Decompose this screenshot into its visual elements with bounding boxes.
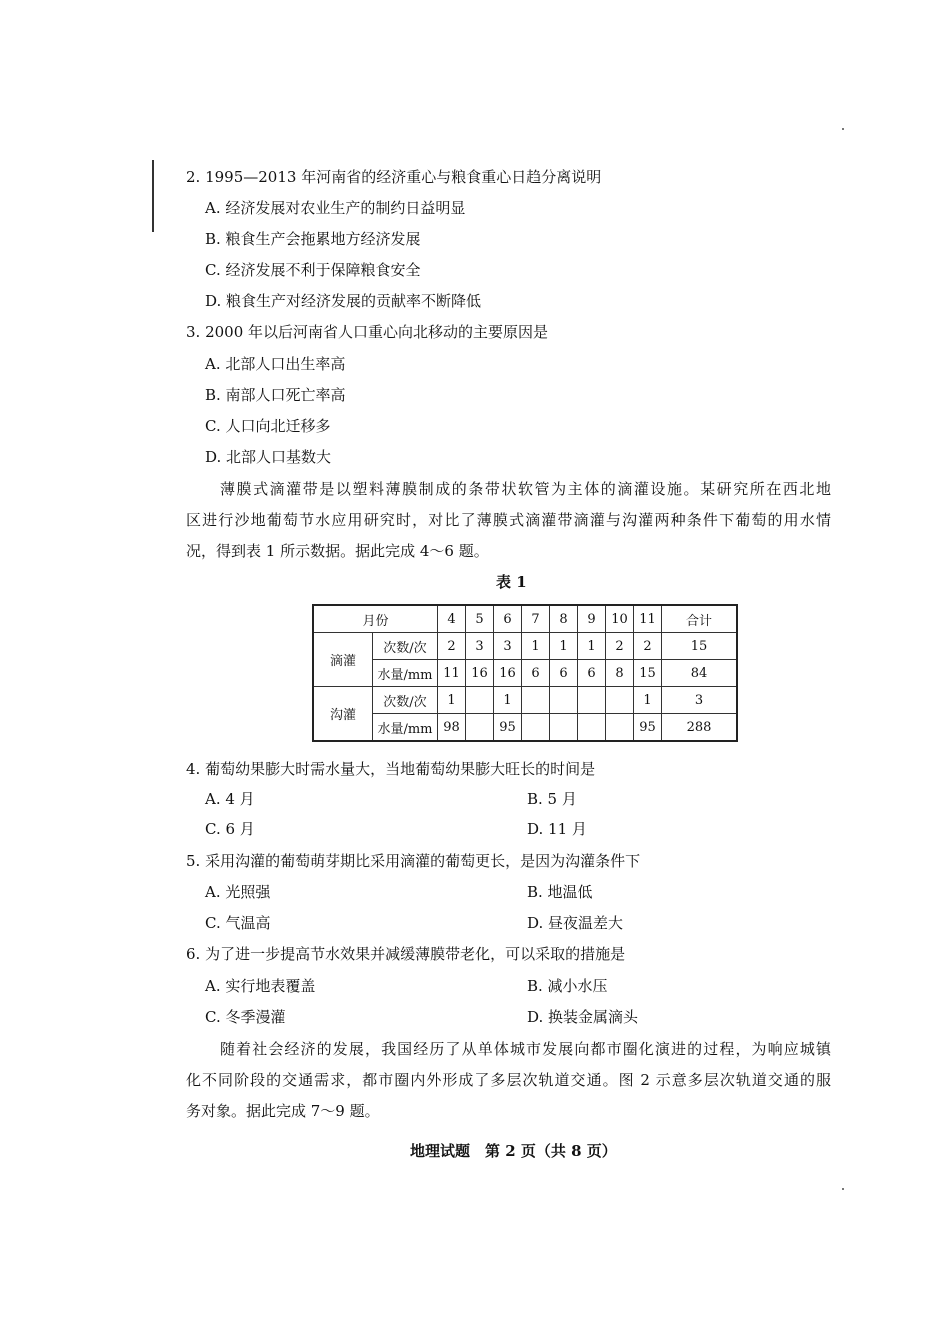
q6-option-b: B. 减小水压: [527, 977, 608, 995]
header-cell: 合计: [662, 605, 738, 633]
header-cell: 9: [578, 605, 606, 633]
question-4-stem: 4. 葡萄幼果膨大时需水量大，当地葡萄幼果膨大旺长的时间是: [186, 760, 596, 778]
cell: 2: [438, 633, 466, 660]
q6-option-d: D. 换装金属滴头: [527, 1008, 639, 1026]
header-cell: 8: [550, 605, 578, 633]
cell: 1: [634, 687, 662, 714]
q5-option-b: B. 地温低: [527, 883, 593, 901]
table-row: [313, 714, 737, 742]
header-cell: 5: [466, 605, 494, 633]
cell: 3: [662, 687, 738, 714]
q4-option-c: C. 6 月: [205, 820, 255, 838]
cell: 1: [522, 633, 550, 660]
question-3-stem: 3. 2000 年以后河南省人口重心向北移动的主要原因是: [186, 323, 549, 341]
q4-option-d: D. 11 月: [527, 820, 587, 838]
cell: 11: [438, 660, 466, 687]
q5-option-d: D. 昼夜温差大: [527, 914, 624, 932]
q6-option-c: C. 冬季漫灌: [205, 1008, 286, 1026]
scan-speck: [842, 1188, 844, 1190]
cell: 95: [494, 714, 522, 742]
passage-2-line: 随着社会经济的发展，我国经历了从单体城市发展向都市圈化演进的过程，为响应城镇: [220, 1040, 831, 1058]
q4-option-a: A. 4 月: [205, 790, 255, 808]
page-footer: 地理试题 第 2 页（共 8 页）: [410, 1142, 617, 1160]
cell: [606, 714, 634, 742]
q3-option-d: D. 北部人口基数大: [205, 448, 332, 466]
q2-option-c: C. 经济发展不利于保障粮食安全: [205, 261, 421, 279]
cell: 288: [662, 714, 738, 742]
cell: [550, 687, 578, 714]
header-cell: 10: [606, 605, 634, 633]
cell: 15: [662, 633, 738, 660]
header-cell: 月份: [313, 605, 438, 633]
row-label: 次数/次: [373, 687, 438, 714]
cell: 16: [494, 660, 522, 687]
cell: 8: [606, 660, 634, 687]
q2-option-d: D. 粮食生产对经济发展的贡献率不断降低: [205, 292, 482, 310]
cell: [606, 687, 634, 714]
q5-option-c: C. 气温高: [205, 914, 271, 932]
table-row: [313, 633, 737, 660]
q3-option-b: B. 南部人口死亡率高: [205, 386, 346, 404]
passage-1-line: 况，得到表 1 所示数据。据此完成 4～6 题。: [186, 542, 489, 560]
group-cell: 沟灌: [313, 687, 373, 742]
cell: [522, 687, 550, 714]
q2-option-a: A. 经济发展对农业生产的制约日益明显: [205, 199, 466, 217]
header-cell: 11: [634, 605, 662, 633]
q6-option-a: A. 实行地表覆盖: [205, 977, 316, 995]
cell: [466, 714, 494, 742]
cell: 6: [578, 660, 606, 687]
cell: 95: [634, 714, 662, 742]
question-2-stem: 2. 1995—2013 年河南省的经济重心与粮食重心日趋分离说明: [186, 168, 602, 186]
cell: 6: [550, 660, 578, 687]
cell: 6: [522, 660, 550, 687]
cell: 1: [550, 633, 578, 660]
header-cell: 7: [522, 605, 550, 633]
cell: [578, 714, 606, 742]
table-row: [313, 660, 737, 687]
passage-1-line: 区进行沙地葡萄节水应用研究时，对比了薄膜式滴灌带滴灌与沟灌两种条件下葡萄的用水情: [186, 511, 831, 529]
scan-speck: [842, 128, 844, 130]
question-5-stem: 5. 采用沟灌的葡萄萌芽期比采用滴灌的葡萄更长，是因为沟灌条件下: [186, 852, 641, 870]
cell: 1: [578, 633, 606, 660]
cell: 1: [494, 687, 522, 714]
cell: [522, 714, 550, 742]
q5-option-a: A. 光照强: [205, 883, 271, 901]
q2-option-b: B. 粮食生产会拖累地方经济发展: [205, 230, 421, 248]
data-table: [312, 604, 738, 742]
q3-option-a: A. 北部人口出生率高: [205, 355, 346, 373]
row-label: 次数/次: [373, 633, 438, 660]
q4-option-b: B. 5 月: [527, 790, 577, 808]
passage-2-line: 务对象。据此完成 7～9 题。: [186, 1102, 380, 1120]
cell: 16: [466, 660, 494, 687]
passage-2-line: 化不同阶段的交通需求，都市圈内外形成了多层次轨道交通。图 2 示意多层次轨道交通的服: [186, 1071, 831, 1089]
cell: 84: [662, 660, 738, 687]
group-cell: 滴灌: [313, 633, 373, 687]
margin-mark: [152, 160, 154, 232]
cell: 2: [606, 633, 634, 660]
cell: 2: [634, 633, 662, 660]
table-header-row: [313, 605, 737, 633]
row-label: 水量/mm: [373, 714, 438, 742]
cell: 1: [438, 687, 466, 714]
header-cell: 4: [438, 605, 466, 633]
question-6-stem: 6. 为了进一步提高节水效果并减缓薄膜带老化，可以采取的措施是: [186, 945, 626, 963]
q3-option-c: C. 人口向北迁移多: [205, 417, 331, 435]
row-label: 水量/mm: [373, 660, 438, 687]
header-cell: 6: [494, 605, 522, 633]
cell: 3: [466, 633, 494, 660]
cell: 15: [634, 660, 662, 687]
passage-1-line: 薄膜式滴灌带是以塑料薄膜制成的条带状软管为主体的滴灌设施。某研究所在西北地: [220, 480, 831, 498]
table-title: 表 1: [496, 573, 527, 591]
cell: 3: [494, 633, 522, 660]
cell: [550, 714, 578, 742]
cell: [466, 687, 494, 714]
cell: [578, 687, 606, 714]
cell: 98: [438, 714, 466, 742]
table-row: [313, 687, 737, 714]
